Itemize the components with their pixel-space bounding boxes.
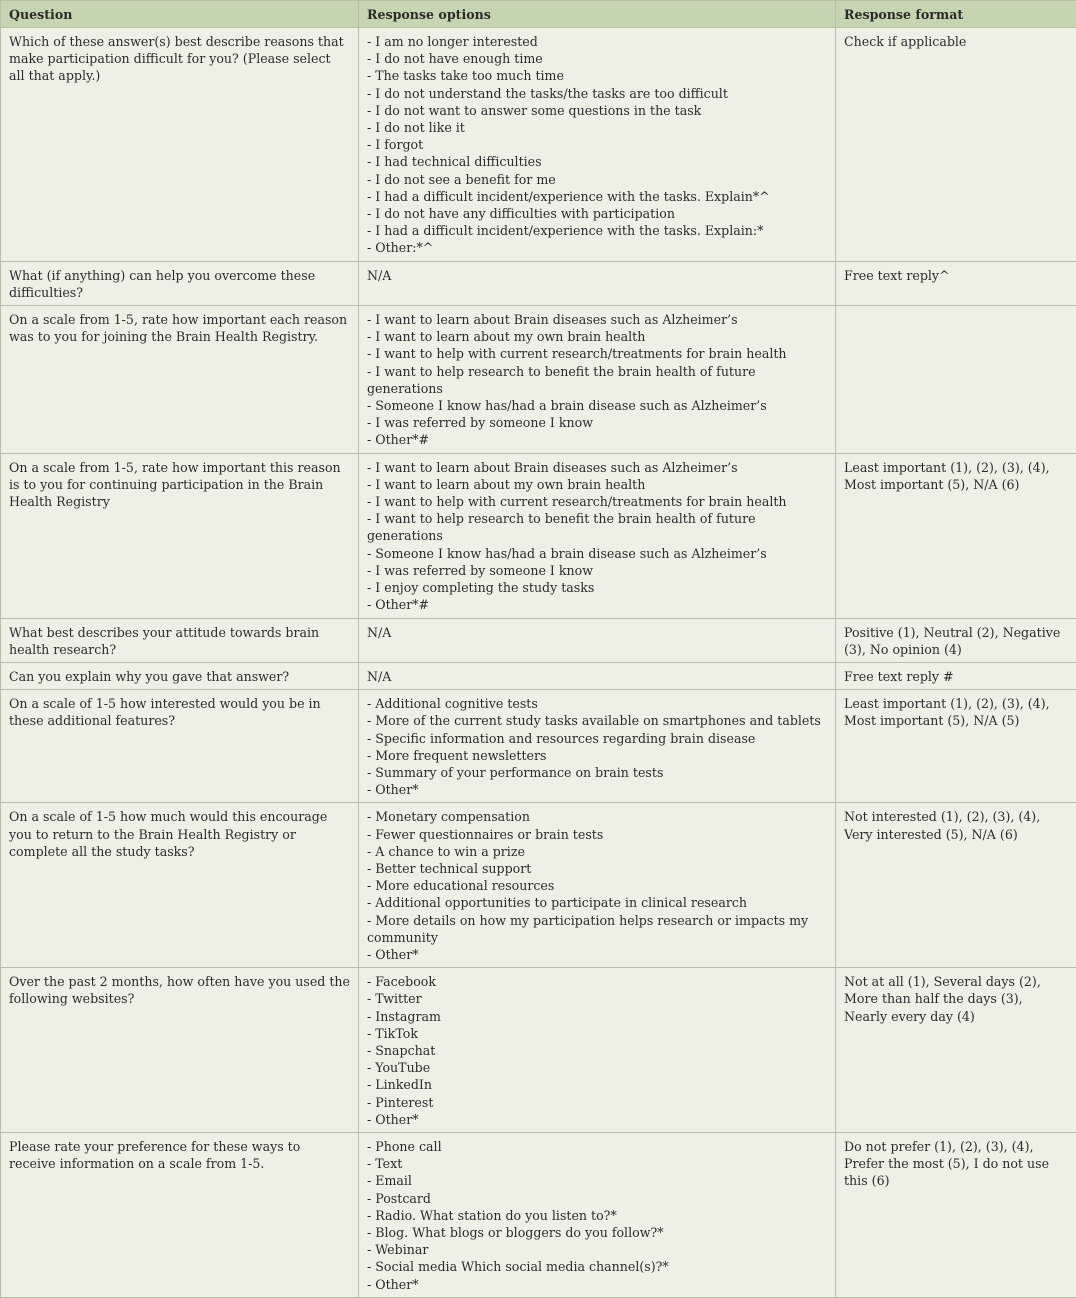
response-format-cell: Do not prefer (1), (2), (3), (4), Prefer the most (5), I do not use this (6) <box>836 1132 1076 1297</box>
response-option: - I want to help with current research/treatments for brain health <box>367 493 827 510</box>
response-format-cell: Not at all (1), Several days (2), More than half the days (3), Nearly every day (4) <box>836 968 1076 1133</box>
response-option: - I had a difficult incident/experience with the tasks. Explain*^ <box>367 188 827 205</box>
response-option: - Monetary compensation <box>367 808 827 825</box>
question-cell: Over the past 2 months, how often have you used the following websites? <box>1 968 359 1133</box>
response-option: - I want to learn about my own brain health <box>367 476 827 493</box>
response-options-cell <box>359 618 836 662</box>
response-option: - I do not understand the tasks/the tasks are too difficult <box>367 85 827 102</box>
question-cell: Can you explain why you gave that answer? <box>1 662 359 689</box>
header-row <box>1 1 1076 28</box>
table-body <box>1 28 1076 1298</box>
response-option: - Radio. What station do you listen to?* <box>367 1207 827 1224</box>
response-option: - I want to learn about my own brain health <box>367 328 827 345</box>
response-option: - Someone I know has/had a brain disease such as Alzheimer’s <box>367 545 827 562</box>
response-option: - Facebook <box>367 973 827 990</box>
response-option: N/A <box>367 267 827 284</box>
response-option: - The tasks take too much time <box>367 67 827 84</box>
question-cell: Which of these answer(s) best describe reasons that make participation difficult for you? (Please select all that apply.) <box>1 28 359 262</box>
table-row <box>1 261 1076 305</box>
response-option: - Text <box>367 1155 827 1172</box>
response-option: - Summary of your performance on brain tests <box>367 764 827 781</box>
question-cell: On a scale from 1-5, rate how important each reason was to you for joining the Brain Health Registry. <box>1 306 359 454</box>
response-option: - TikTok <box>367 1025 827 1042</box>
question-cell: On a scale of 1-5 how much would this encourage you to return to the Brain Health Registry or complete all the study tasks? <box>1 803 359 968</box>
response-format-cell: Least important (1), (2), (3), (4), Most important (5), N/A (6) <box>836 453 1076 618</box>
response-option: - Pinterest <box>367 1094 827 1111</box>
header-response-format: Response format <box>836 1 1076 28</box>
response-option: - Blog. What blogs or bloggers do you follow?* <box>367 1224 827 1241</box>
response-option: - Other* <box>367 1111 827 1128</box>
question-cell: On a scale of 1-5 how interested would you be in these additional features? <box>1 690 359 803</box>
table-row <box>1 803 1076 968</box>
table-row <box>1 968 1076 1133</box>
header-question: Question <box>1 1 359 28</box>
response-options-cell <box>359 968 836 1133</box>
response-option: - Fewer questionnaires or brain tests <box>367 826 827 843</box>
response-option: - Other* <box>367 946 827 963</box>
response-option: - Postcard <box>367 1190 827 1207</box>
response-option: - I do not have enough time <box>367 50 827 67</box>
response-options-cell <box>359 453 836 618</box>
response-option: N/A <box>367 624 827 641</box>
response-option: - I want to help research to benefit the brain health of future generations <box>367 510 827 544</box>
response-option: - Other* <box>367 781 827 798</box>
response-options-cell <box>359 28 836 262</box>
response-option: - I forgot <box>367 136 827 153</box>
header-response-options: Response options <box>359 1 836 28</box>
table-row <box>1 618 1076 662</box>
response-option: - I was referred by someone I know <box>367 562 827 579</box>
response-option: - Better technical support <box>367 860 827 877</box>
response-option: - I enjoy completing the study tasks <box>367 579 827 596</box>
response-option: - Social media Which social media channel(s)?* <box>367 1258 827 1275</box>
response-options-cell <box>359 1132 836 1297</box>
response-option: - Other:*^ <box>367 239 827 256</box>
table-row <box>1 28 1076 262</box>
table-header <box>1 1 1076 28</box>
response-option: - Other* <box>367 1276 827 1293</box>
response-option: - Other*# <box>367 431 827 448</box>
table-row <box>1 662 1076 689</box>
response-option: - I do not see a benefit for me <box>367 171 827 188</box>
response-option: - More details on how my participation helps research or impacts my community <box>367 912 827 946</box>
response-option: - More frequent newsletters <box>367 747 827 764</box>
response-option: - Webinar <box>367 1241 827 1258</box>
response-format-cell: Free text reply # <box>836 662 1076 689</box>
response-option: - More educational resources <box>367 877 827 894</box>
response-options-cell <box>359 306 836 454</box>
response-option: - LinkedIn <box>367 1076 827 1093</box>
response-option: - Specific information and resources regarding brain disease <box>367 730 827 747</box>
response-option: - I do not want to answer some questions in the task <box>367 102 827 119</box>
question-cell: What (if anything) can help you overcome these difficulties? <box>1 261 359 305</box>
response-option: - Someone I know has/had a brain disease such as Alzheimer’s <box>367 397 827 414</box>
response-format-cell <box>836 306 1076 454</box>
response-option: - Instagram <box>367 1008 827 1025</box>
response-options-cell <box>359 261 836 305</box>
response-option: - Additional opportunities to participate in clinical research <box>367 894 827 911</box>
response-option: - Twitter <box>367 990 827 1007</box>
response-option: - Email <box>367 1172 827 1189</box>
response-format-cell: Positive (1), Neutral (2), Negative (3), No opinion (4) <box>836 618 1076 662</box>
response-format-cell: Not interested (1), (2), (3), (4), Very interested (5), N/A (6) <box>836 803 1076 968</box>
table-row <box>1 453 1076 618</box>
response-option: - I want to learn about Brain diseases such as Alzheimer’s <box>367 311 827 328</box>
table-row <box>1 306 1076 454</box>
response-option: - Snapchat <box>367 1042 827 1059</box>
table-row <box>1 690 1076 803</box>
response-option: - A chance to win a prize <box>367 843 827 860</box>
response-option: - Other*# <box>367 596 827 613</box>
question-cell: Please rate your preference for these ways to receive information on a scale from 1-5. <box>1 1132 359 1297</box>
question-cell: On a scale from 1-5, rate how important this reason is to you for continuing participation in the Brain Health Registry <box>1 453 359 618</box>
response-options-cell <box>359 662 836 689</box>
response-format-cell: Least important (1), (2), (3), (4), Most important (5), N/A (5) <box>836 690 1076 803</box>
response-option: - I want to learn about Brain diseases such as Alzheimer’s <box>367 459 827 476</box>
question-cell: What best describes your attitude towards brain health research? <box>1 618 359 662</box>
response-option: - I do not have any difficulties with participation <box>367 205 827 222</box>
response-format-cell: Free text reply^ <box>836 261 1076 305</box>
response-options-cell <box>359 803 836 968</box>
response-options-cell <box>359 690 836 803</box>
response-option: - I want to help with current research/treatments for brain health <box>367 345 827 362</box>
response-option: - More of the current study tasks available on smartphones and tablets <box>367 712 827 729</box>
response-option: N/A <box>367 668 827 685</box>
response-option: - I was referred by someone I know <box>367 414 827 431</box>
response-option: - I am no longer interested <box>367 33 827 50</box>
response-option: - I had technical difficulties <box>367 153 827 170</box>
response-option: - Additional cognitive tests <box>367 695 827 712</box>
response-format-cell: Check if applicable <box>836 28 1076 262</box>
response-option: - YouTube <box>367 1059 827 1076</box>
response-option: - I do not like it <box>367 119 827 136</box>
table-row <box>1 1132 1076 1297</box>
response-option: - I had a difficult incident/experience with the tasks. Explain:* <box>367 222 827 239</box>
response-option: - I want to help research to benefit the brain health of future generations <box>367 363 827 397</box>
response-option: - Phone call <box>367 1138 827 1155</box>
